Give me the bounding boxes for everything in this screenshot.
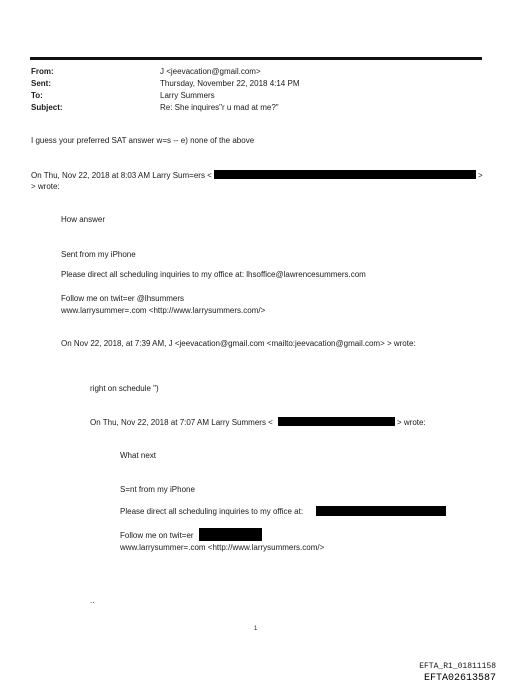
website-line: www.larrysummer=.com <http://www.larrysummers.com/>: [61, 306, 266, 315]
scheduling-line: Please direct all scheduling inquiries to my office at: lhsoffice@lawrencesummers.com: [61, 270, 366, 279]
follow-line-2: Follow me on twit=er: [120, 531, 194, 540]
redaction-bar: [278, 417, 395, 426]
quote3-wrote: > wrote:: [397, 418, 426, 427]
redaction-bar: [199, 528, 262, 541]
from-value: J <jeevacation@gmail.com>: [160, 67, 261, 76]
quote1-close: >: [478, 171, 483, 180]
follow-line: Follow me on twit=er @lhsummers: [61, 294, 185, 303]
sent-from-iphone: Sent from my iPhone: [61, 250, 136, 259]
subject-label: Subject:: [31, 103, 63, 112]
from-label: From:: [31, 67, 54, 76]
what-next-text: What next: [120, 451, 157, 460]
to-label: To:: [31, 91, 43, 100]
to-value: Larry Summers: [160, 91, 215, 100]
bates-number-2: EFTA02613587: [423, 673, 496, 684]
quote3-attribution: On Thu, Nov 22, 2018 at 7:07 AM Larry Summers <: [90, 418, 273, 427]
bates-number-1: EFTA_R1_01811158: [419, 662, 496, 671]
quote1-attribution: On Thu, Nov 22, 2018 at 8:03 AM Larry Sum=ers <: [31, 171, 212, 180]
page-number: 1: [254, 626, 258, 632]
sent-value: Thursday, November 22, 2018 4:14 PM: [160, 79, 300, 88]
sent-from-iphone-2: S=nt from my iPhone: [120, 485, 195, 494]
reply-text: I guess your preferred SAT answer w=s -- e) none of the above: [31, 136, 255, 145]
scheduling-line-2: Please direct all scheduling inquiries to my office at:: [120, 507, 304, 516]
quote1-wrote: > wrote:: [31, 182, 60, 191]
how-answer-text: How answer: [61, 215, 106, 224]
redaction-bar: [316, 506, 446, 516]
ellipsis-text: ..: [90, 596, 95, 605]
sent-label: Sent:: [31, 79, 51, 88]
redaction-bar: [214, 170, 476, 179]
website-line-2: www.larrysummer=.com <http://www.larrysummers.com/>: [120, 543, 325, 552]
quote2-attribution: On Nov 22, 2018, at 7:39 AM, J <jeevacation@gmail.com <mailto:jeevacation@gmail.com> > wrote:: [61, 339, 416, 348]
right-on-schedule-text: right on schedule "): [90, 384, 159, 393]
header-rule: [30, 57, 482, 60]
subject-value: Re: She inquires"r u mad at me?": [160, 103, 279, 112]
